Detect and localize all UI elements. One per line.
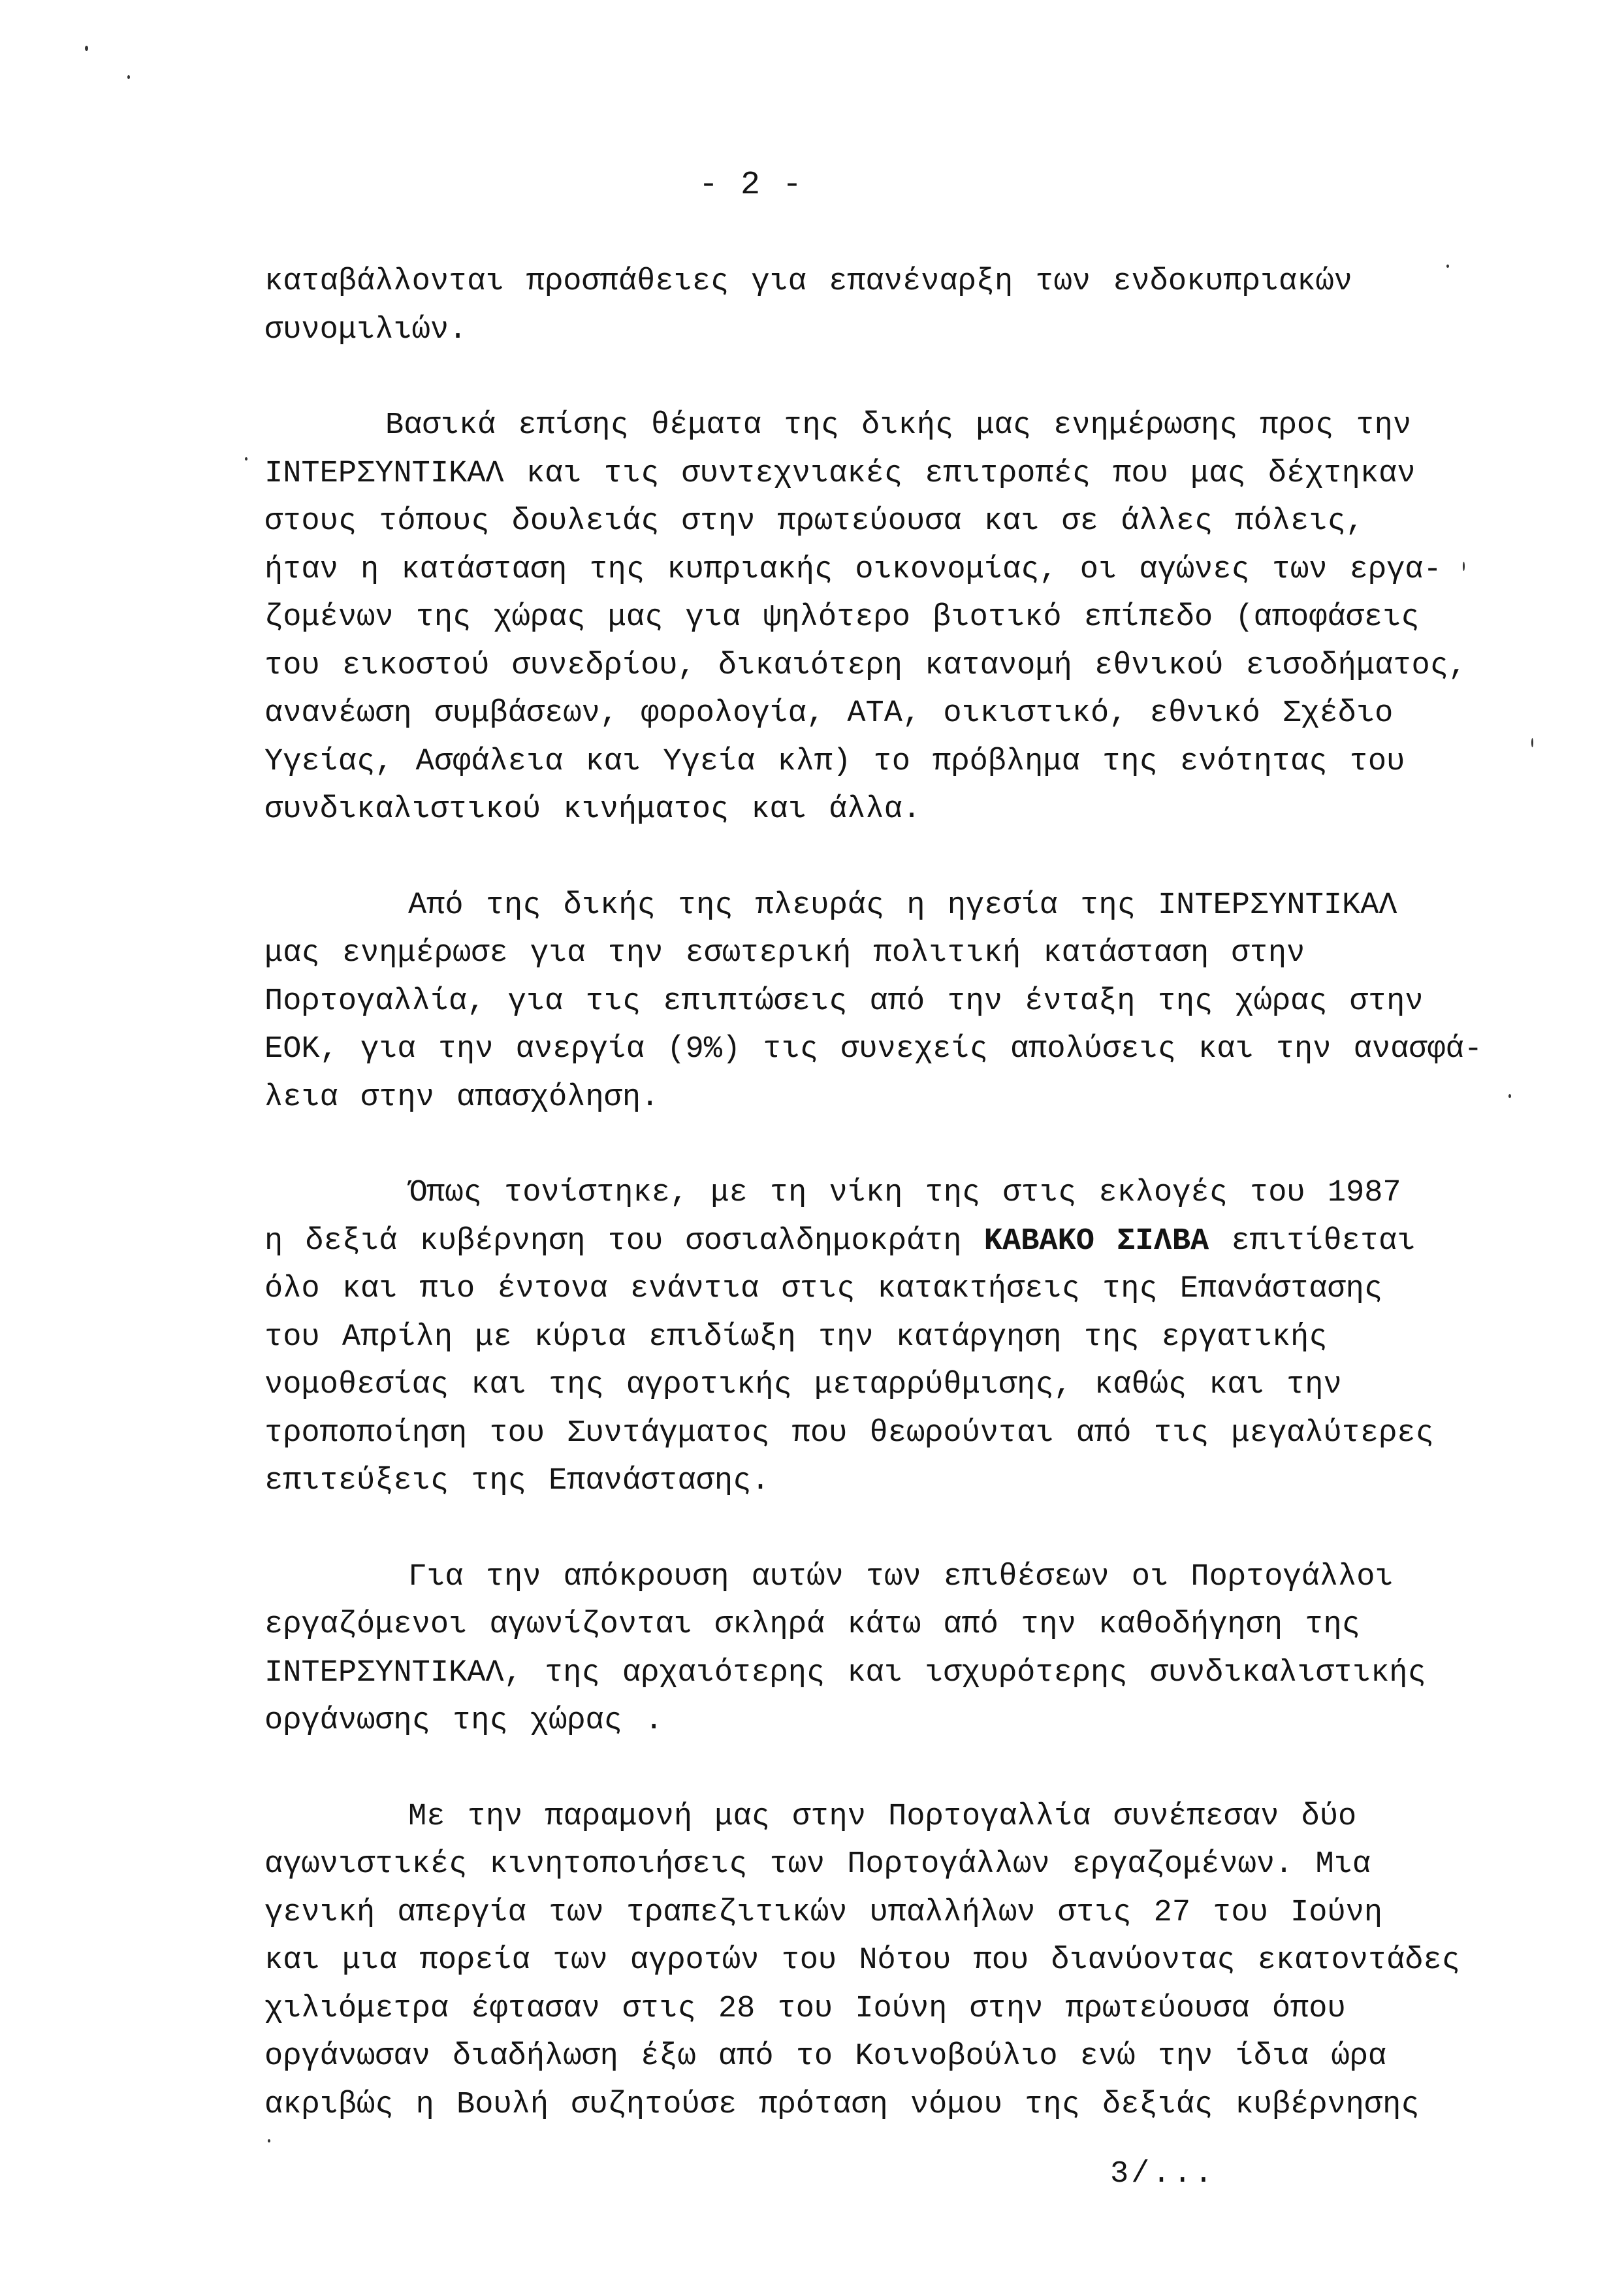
- text-line: εργαζόμενοι αγωνίζονται σκληρά κάτω από την καθοδήγηση της: [264, 1608, 1360, 1642]
- text-line: επιτεύξεις της Επανάστασης.: [264, 1464, 770, 1498]
- text-fragment: επιτίθεται: [1209, 1223, 1416, 1259]
- text-line: χιλιόμετρα έφτασαν στις 28 του Ιούνη στην πρωτεύουσα όπου: [264, 1991, 1346, 2026]
- text-line: ΙΝΤΕΡΣΥΝΤΙΚΑΛ, της αρχαιότερης και ισχυρότερης συνδικαλιστικής: [264, 1655, 1426, 1690]
- text-line: νομοθεσίας και της αγροτικής μεταρρύθμισης, καθώς και την: [264, 1368, 1342, 1402]
- continuation-marker: 3/...: [1110, 2157, 1216, 2191]
- text-line: αγωνιστικές κινητοποιήσεις των Πορτογάλλων εργαζομένων. Μια: [264, 1847, 1371, 1882]
- text-line: τροποποίηση του Συντάγματος που θεωρούνται από τις μεγαλύτερες: [264, 1415, 1434, 1451]
- text-line: όλο και πιο έντονα ενάντια στις κατακτήσεις της Επανάστασης: [264, 1272, 1383, 1306]
- text-line: ακριβώς η Βουλή συζητούσε πρόταση νόμου της δεξιάς κυβέρνησης: [264, 2087, 1420, 2122]
- document-body: [264, 258, 1538, 2176]
- text-line: Βασικά επίσης θέματα της δικής μας ενημέρωσης προς την: [385, 408, 1412, 443]
- scan-speck: [1508, 1094, 1511, 1098]
- text-line: Από της δικής της πλευράς η ηγεσία της ΙΝΤΕΡΣΥΝΤΙΚΑΛ: [408, 888, 1397, 923]
- scan-speck: [268, 2139, 270, 2142]
- page-number: - 2 -: [699, 167, 804, 204]
- text-fragment: η δεξιά κυβέρνηση του σοσιαλδημοκράτη: [264, 1223, 984, 1259]
- person-name: ΚΑΒΑΚΟ ΣΙΛΒΑ: [983, 1223, 1209, 1259]
- paragraph-5: [264, 1553, 1538, 1745]
- text-line: Πορτογαλλία, για τις επιπτώσεις από την ένταξη της χώρας στην: [264, 984, 1424, 1019]
- text-line: συνομιλιών.: [264, 312, 468, 348]
- scan-speck: [245, 457, 247, 461]
- text-line: στους τόπους δουλειάς στην πρωτεύουσα και σε άλλες πόλεις,: [264, 504, 1364, 539]
- text-line: Για την απόκρουση αυτών των επιθέσεων οι Πορτογάλλοι: [408, 1559, 1394, 1594]
- text-line: καταβάλλονται προσπάθειες για επανέναρξη των ενδοκυπριακών: [264, 265, 1352, 299]
- paragraph-3: [264, 882, 1538, 1122]
- text-line: οργάνωσαν διαδήλωση έξω από το Κοινοβούλιο ενώ την ίδια ώρα: [264, 2039, 1387, 2074]
- text-line: ήταν η κατάσταση της κυπριακής οικονομίας, οι αγώνες των εργα-: [264, 552, 1442, 587]
- text-line: λεια στην απασχόληση.: [264, 1080, 660, 1115]
- scan-speck: [1463, 562, 1465, 571]
- text-line: μας ενημέρωσε για την εσωτερική πολιτική κατάσταση στην: [264, 936, 1305, 971]
- paragraph-2: [264, 402, 1538, 834]
- text-line: ανανέωση συμβάσεων, φορολογία, ΑΤΑ, οικιστικό, εθνικό Σχέδιο: [264, 696, 1394, 731]
- text-line: Με την παραμονή μας στην Πορτογαλλία συνέπεσαν δύο: [408, 1799, 1357, 1834]
- text-line: ζομένων της χώρας μας για ψηλότερο βιοτικό επίπεδο (αποφάσεις: [264, 600, 1420, 635]
- text-line: και μια πορεία των αγροτών του Νότου που διανύοντας εκατοντάδες: [264, 1943, 1460, 1978]
- paragraph-1: [264, 258, 1538, 354]
- scan-speck: [1531, 738, 1533, 747]
- scan-speck: [1446, 265, 1449, 268]
- text-line: ΕΟΚ, για την ανεργία (9%) τις συνεχείς απολύσεις και την ανασφά-: [264, 1032, 1483, 1067]
- text-line: συνδικαλιστικού κινήματος και άλλα.: [264, 792, 921, 827]
- text-line: γενική απεργία των τραπεζιτικών υπαλλήλων στις 27 του Ιούνη: [264, 1895, 1383, 1930]
- text-line: Όπως τονίστηκε, με τη νίκη της στις εκλογές του 1987: [408, 1176, 1401, 1210]
- text-line: ΙΝΤΕΡΣΥΝΤΙΚΑΛ και τις συντεχνιακές επιτροπές που μας δέχτηκαν: [264, 456, 1416, 491]
- text-line: Υγείας, Ασφάλεια και Υγεία κλπ) το πρόβλημα της ενότητας του: [264, 744, 1405, 779]
- text-line: οργάνωσης της χώρας .: [264, 1704, 663, 1738]
- scan-speck: [85, 46, 88, 51]
- text-line: [264, 1218, 1538, 1266]
- paragraph-4: [264, 1169, 1538, 1506]
- paragraph-6: [264, 1793, 1538, 2129]
- scan-speck: [127, 75, 130, 79]
- text-line: του Απρίλη με κύρια επιδίωξη την κατάργηση της εργατικής: [264, 1319, 1328, 1355]
- text-line: του εικοστού συνεδρίου, δικαιότερη κατανομή εθνικού εισοδήματος,: [264, 648, 1467, 683]
